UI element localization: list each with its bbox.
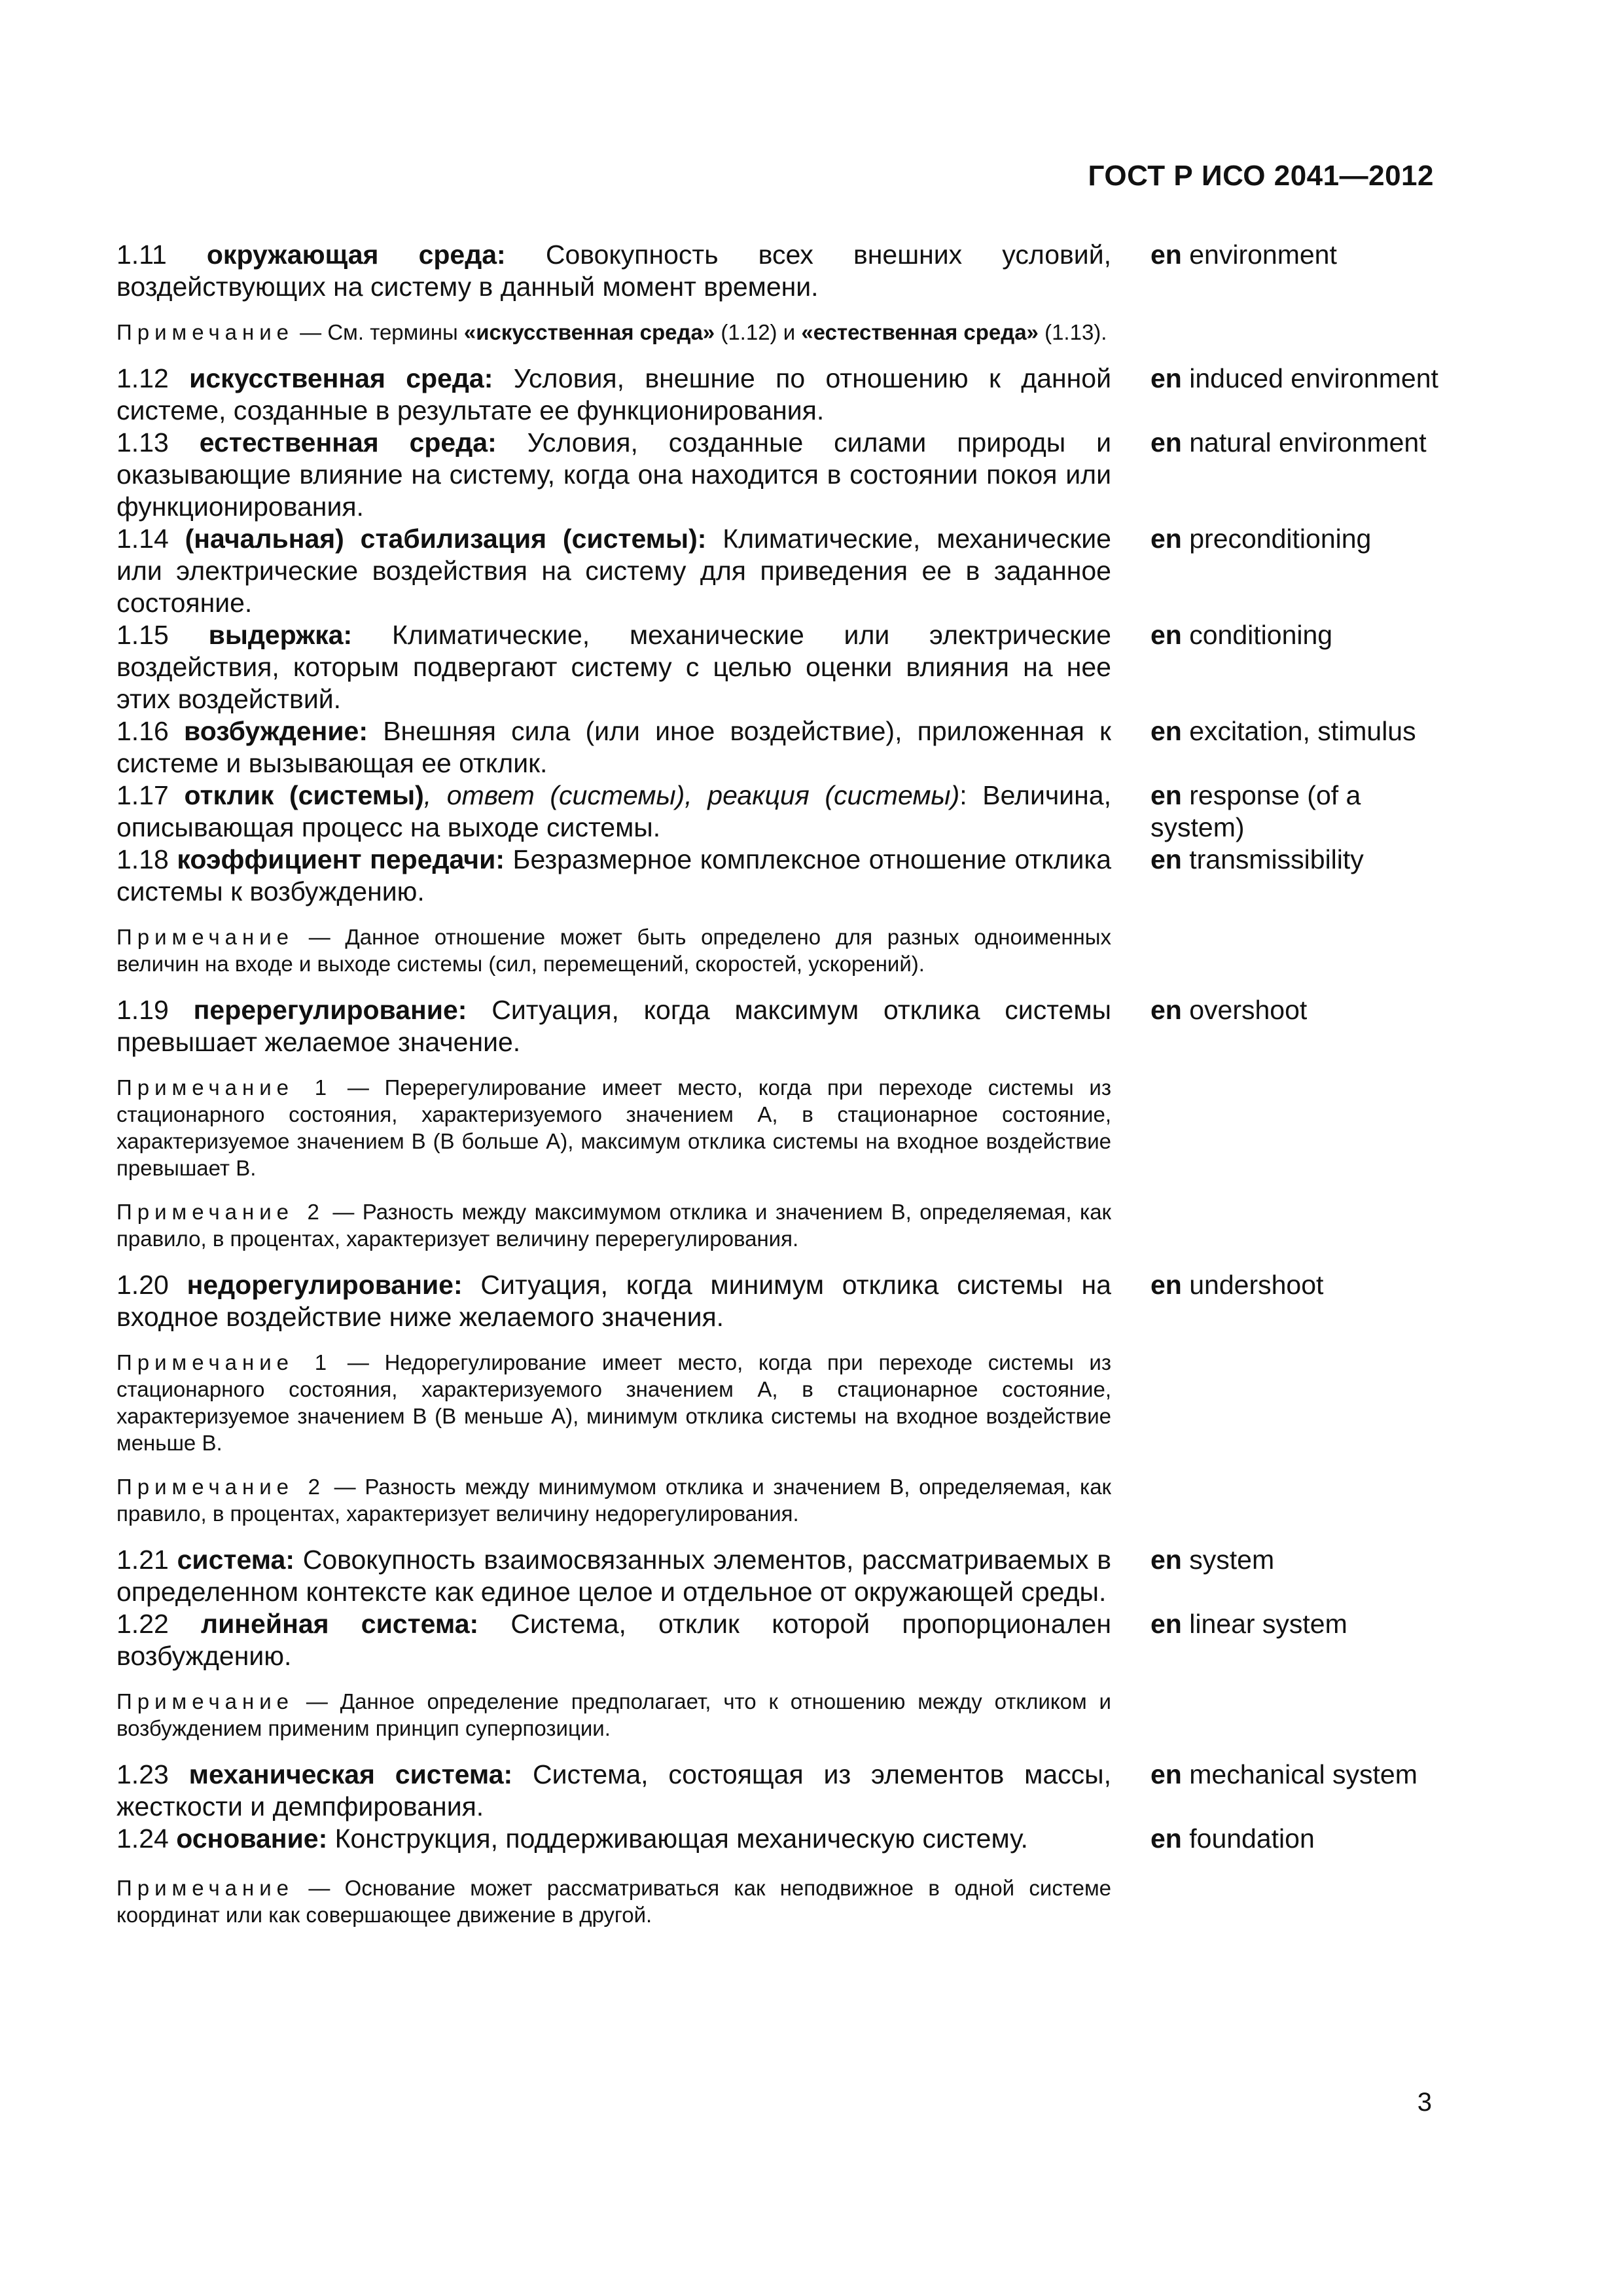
term-number: 1.22 xyxy=(116,1609,169,1639)
lang-code: en xyxy=(1150,844,1182,874)
note-text: — Перерегулирование имеет место, когда при переходе системы из стационарного состояния, характеризуемого значением А, в стационарное состояние, характеризуемое значением В (В больше А), максимум отклика системы на входное воздействие превышает В. xyxy=(116,1075,1112,1180)
term-entry-1-24 xyxy=(116,1823,1452,1855)
note-text: — Недорегулирование имеет место, когда при переходе системы из стационарного состояния, характеризуемого значением А, в стационарное состояние, характеризуемое значением В (В меньше А), минимум отклика системы на входное воздействие меньше В. xyxy=(116,1350,1111,1455)
term-text: Безразмерное комплексное отношение отклика системы к возбуждению. xyxy=(116,844,1111,906)
term-name: естественная среда: xyxy=(199,427,497,457)
term-name: основание: xyxy=(176,1823,328,1854)
page-number: 3 xyxy=(1417,2088,1432,2117)
term-number: 1.17 xyxy=(116,780,169,810)
term-entry-1-12 xyxy=(116,363,1452,427)
note-text: — Основание может рассматриваться как неподвижное в одной системе координат или как совершающее движение в другой. xyxy=(116,1876,1111,1927)
english-equivalent xyxy=(1150,363,1438,395)
term-name: отклик (системы) xyxy=(184,780,424,810)
note-text: — См. термины xyxy=(294,320,464,344)
term-name: выдержка: xyxy=(208,620,353,650)
term-name: коэффициент передачи: xyxy=(177,844,505,874)
term-entry-1-23 xyxy=(116,1759,1452,1823)
english-equivalent xyxy=(1150,780,1438,844)
english-equivalent xyxy=(1150,1269,1438,1301)
lang-code: en xyxy=(1150,1545,1182,1575)
term-number: 1.14 xyxy=(116,524,169,554)
term-text: Система, отклик которой пропорционален возбуждению. xyxy=(116,1609,1111,1671)
lang-code: en xyxy=(1150,716,1182,746)
english-term: transmissibility xyxy=(1181,844,1364,874)
term-number: 1.16 xyxy=(116,716,169,746)
english-term: excitation, stimulus xyxy=(1181,716,1416,746)
note-text: — Данное отношение может быть определено для разных одноименных величин на входе и выходе системы (сил, перемещений, скоростей, ускорений). xyxy=(116,925,1111,976)
english-term: natural environment xyxy=(1181,427,1427,457)
lang-code: en xyxy=(1150,524,1182,554)
term-number: 1.15 xyxy=(116,620,169,650)
term-definition xyxy=(116,844,1111,908)
term-definition xyxy=(116,619,1111,715)
term-number: 1.24 xyxy=(116,1823,169,1854)
term-name: перерегулирование: xyxy=(193,995,467,1025)
term-text: Система, состоящая из элементов массы, жесткости и демпфирования. xyxy=(116,1759,1111,1821)
note-label: Примечание xyxy=(116,1689,294,1713)
lang-code: en xyxy=(1150,620,1182,650)
note-1-19-1 xyxy=(116,1074,1111,1181)
note-term-ref: «искусственная среда» xyxy=(463,320,715,344)
note-label: Примечание 2 xyxy=(116,1200,325,1224)
note-1-19-2 xyxy=(116,1198,1111,1252)
term-synonyms: , ответ (системы), реакция (системы) xyxy=(423,780,960,810)
term-definition xyxy=(116,1823,1111,1855)
term-text: Ситуация, когда минимум отклика системы на входное воздействие ниже желаемого значения. xyxy=(116,1270,1111,1332)
term-text: Ситуация, когда максимум отклика системы превышает желаемое значение. xyxy=(116,995,1111,1057)
term-text: Климатические, механические или электрические воздействия, которым подвергают систему с целью оценки влияния на нее этих воздействий. xyxy=(116,620,1111,714)
english-term: linear system xyxy=(1181,1609,1347,1639)
english-equivalent xyxy=(1150,1759,1438,1791)
term-name: искусственная среда: xyxy=(189,363,493,393)
english-term: environment xyxy=(1181,240,1337,270)
english-equivalent xyxy=(1150,1608,1438,1640)
note-term-ref: «естественная среда» xyxy=(801,320,1039,344)
english-equivalent xyxy=(1150,1544,1438,1576)
term-text: Совокупность взаимосвязанных элементов, рассматриваемых в определенном контексте как единое целое и отдельное от окружающей среды. xyxy=(116,1545,1111,1607)
terms-list xyxy=(116,239,1452,1945)
term-text: Конструкция, поддерживающая механическую систему. xyxy=(327,1823,1028,1854)
note-1-11 xyxy=(116,319,1111,346)
note-1-24 xyxy=(116,1874,1111,1928)
term-number: 1.20 xyxy=(116,1270,169,1300)
english-equivalent xyxy=(1150,844,1438,876)
term-text: Совокупность всех внешних условий, воздействующих на систему в данный момент времени. xyxy=(116,240,1111,302)
term-text: Климатические, механические или электрические воздействия на систему для приведения ее в заданное состояние. xyxy=(116,524,1111,618)
term-number: 1.18 xyxy=(116,844,169,874)
note-label: Примечание xyxy=(116,1876,294,1900)
term-number: 1.19 xyxy=(116,995,169,1025)
english-equivalent xyxy=(1150,1823,1438,1855)
term-entry-1-13 xyxy=(116,427,1452,523)
term-number: 1.13 xyxy=(116,427,169,457)
english-term: mechanical system xyxy=(1181,1759,1418,1789)
note-label: Примечание 1 xyxy=(116,1350,332,1374)
term-name: окружающая среда: xyxy=(206,240,506,270)
english-term: overshoot xyxy=(1181,995,1308,1025)
english-term: undershoot xyxy=(1181,1270,1324,1300)
note-text: — Данное определение предполагает, что к отношению между откликом и возбуждением применим принцип суперпозиции. xyxy=(116,1689,1111,1740)
term-number: 1.12 xyxy=(116,363,169,393)
lang-code: en xyxy=(1150,240,1182,270)
lang-code: en xyxy=(1150,363,1182,393)
term-entry-1-15 xyxy=(116,619,1452,715)
term-definition xyxy=(116,427,1111,523)
term-entry-1-22 xyxy=(116,1608,1452,1672)
term-name: недорегулирование: xyxy=(187,1270,463,1300)
term-name: линейная система: xyxy=(201,1609,479,1639)
note-1-20-2 xyxy=(116,1473,1111,1527)
note-text: (1.12) и xyxy=(715,320,802,344)
english-term: conditioning xyxy=(1181,620,1333,650)
term-entry-1-21 xyxy=(116,1544,1452,1608)
term-definition xyxy=(116,1269,1111,1333)
note-label: Примечание 2 xyxy=(116,1475,326,1499)
term-definition xyxy=(116,239,1111,303)
document-header: ГОСТ Р ИСО 2041—2012 xyxy=(1088,160,1434,192)
lang-code: en xyxy=(1150,1759,1182,1789)
term-text: Внешняя сила (или иное воздействие), приложенная к системе и вызывающая ее отклик. xyxy=(116,716,1111,778)
english-equivalent xyxy=(1150,427,1438,459)
english-term: induced environment xyxy=(1181,363,1438,393)
note-label: Примечание 1 xyxy=(116,1075,332,1100)
english-term: preconditioning xyxy=(1181,524,1372,554)
note-label: Примечание xyxy=(116,925,294,949)
english-equivalent xyxy=(1150,239,1438,271)
term-entry-1-11 xyxy=(116,239,1452,303)
term-definition xyxy=(116,1608,1111,1672)
note-label: Примечание xyxy=(116,320,294,344)
lang-code: en xyxy=(1150,1270,1182,1300)
term-definition xyxy=(116,715,1111,780)
english-term: response (of a system) xyxy=(1150,780,1361,842)
note-1-20-1 xyxy=(116,1349,1111,1456)
term-definition xyxy=(116,780,1111,844)
english-term: system xyxy=(1181,1545,1275,1575)
lang-code: en xyxy=(1150,427,1182,457)
term-name: механическая система: xyxy=(188,1759,513,1789)
english-equivalent xyxy=(1150,523,1438,555)
term-entry-1-17 xyxy=(116,780,1452,844)
term-entry-1-19 xyxy=(116,994,1452,1058)
term-definition xyxy=(116,1759,1111,1823)
term-entry-1-16 xyxy=(116,715,1452,780)
term-number: 1.23 xyxy=(116,1759,169,1789)
term-number: 1.11 xyxy=(116,240,167,270)
english-equivalent xyxy=(1150,619,1438,651)
term-definition xyxy=(116,363,1111,427)
note-text: — Разность между максимумом отклика и значением В, определяемая, как правило, в процентах, характеризует величину перерегулирования. xyxy=(116,1200,1111,1251)
note-1-22 xyxy=(116,1688,1111,1742)
lang-code: en xyxy=(1150,1823,1182,1854)
term-text: Условия, созданные силами природы и оказывающие влияние на систему, когда она находится в состоянии покоя или функционирования. xyxy=(116,427,1112,522)
lang-code: en xyxy=(1150,995,1182,1025)
term-number: 1.21 xyxy=(116,1545,169,1575)
term-definition xyxy=(116,523,1111,619)
note-text: — Разность между минимумом отклика и значением В, определяемая, как правило, в процентах, характеризует величину недорегулирования. xyxy=(116,1475,1111,1526)
term-entry-1-18 xyxy=(116,844,1452,908)
english-equivalent xyxy=(1150,994,1438,1026)
english-term: foundation xyxy=(1181,1823,1315,1854)
term-definition xyxy=(116,994,1111,1058)
lang-code: en xyxy=(1150,1609,1182,1639)
lang-code: en xyxy=(1150,780,1182,810)
term-definition xyxy=(116,1544,1111,1608)
term-text: Условия, внешние по отношению к данной системе, созданные в результате ее функционирования. xyxy=(116,363,1111,425)
term-name: возбуждение: xyxy=(184,716,368,746)
spacer xyxy=(116,1855,1452,1859)
term-name: (начальная) стабилизация (системы): xyxy=(185,524,707,554)
note-text: (1.13). xyxy=(1038,320,1107,344)
term-name: система: xyxy=(177,1545,294,1575)
term-entry-1-20 xyxy=(116,1269,1452,1333)
english-equivalent xyxy=(1150,715,1438,747)
term-entry-1-14 xyxy=(116,523,1452,619)
note-1-18 xyxy=(116,924,1111,977)
term-text: : Величина, описывающая процесс на выходе системы. xyxy=(116,780,1111,842)
